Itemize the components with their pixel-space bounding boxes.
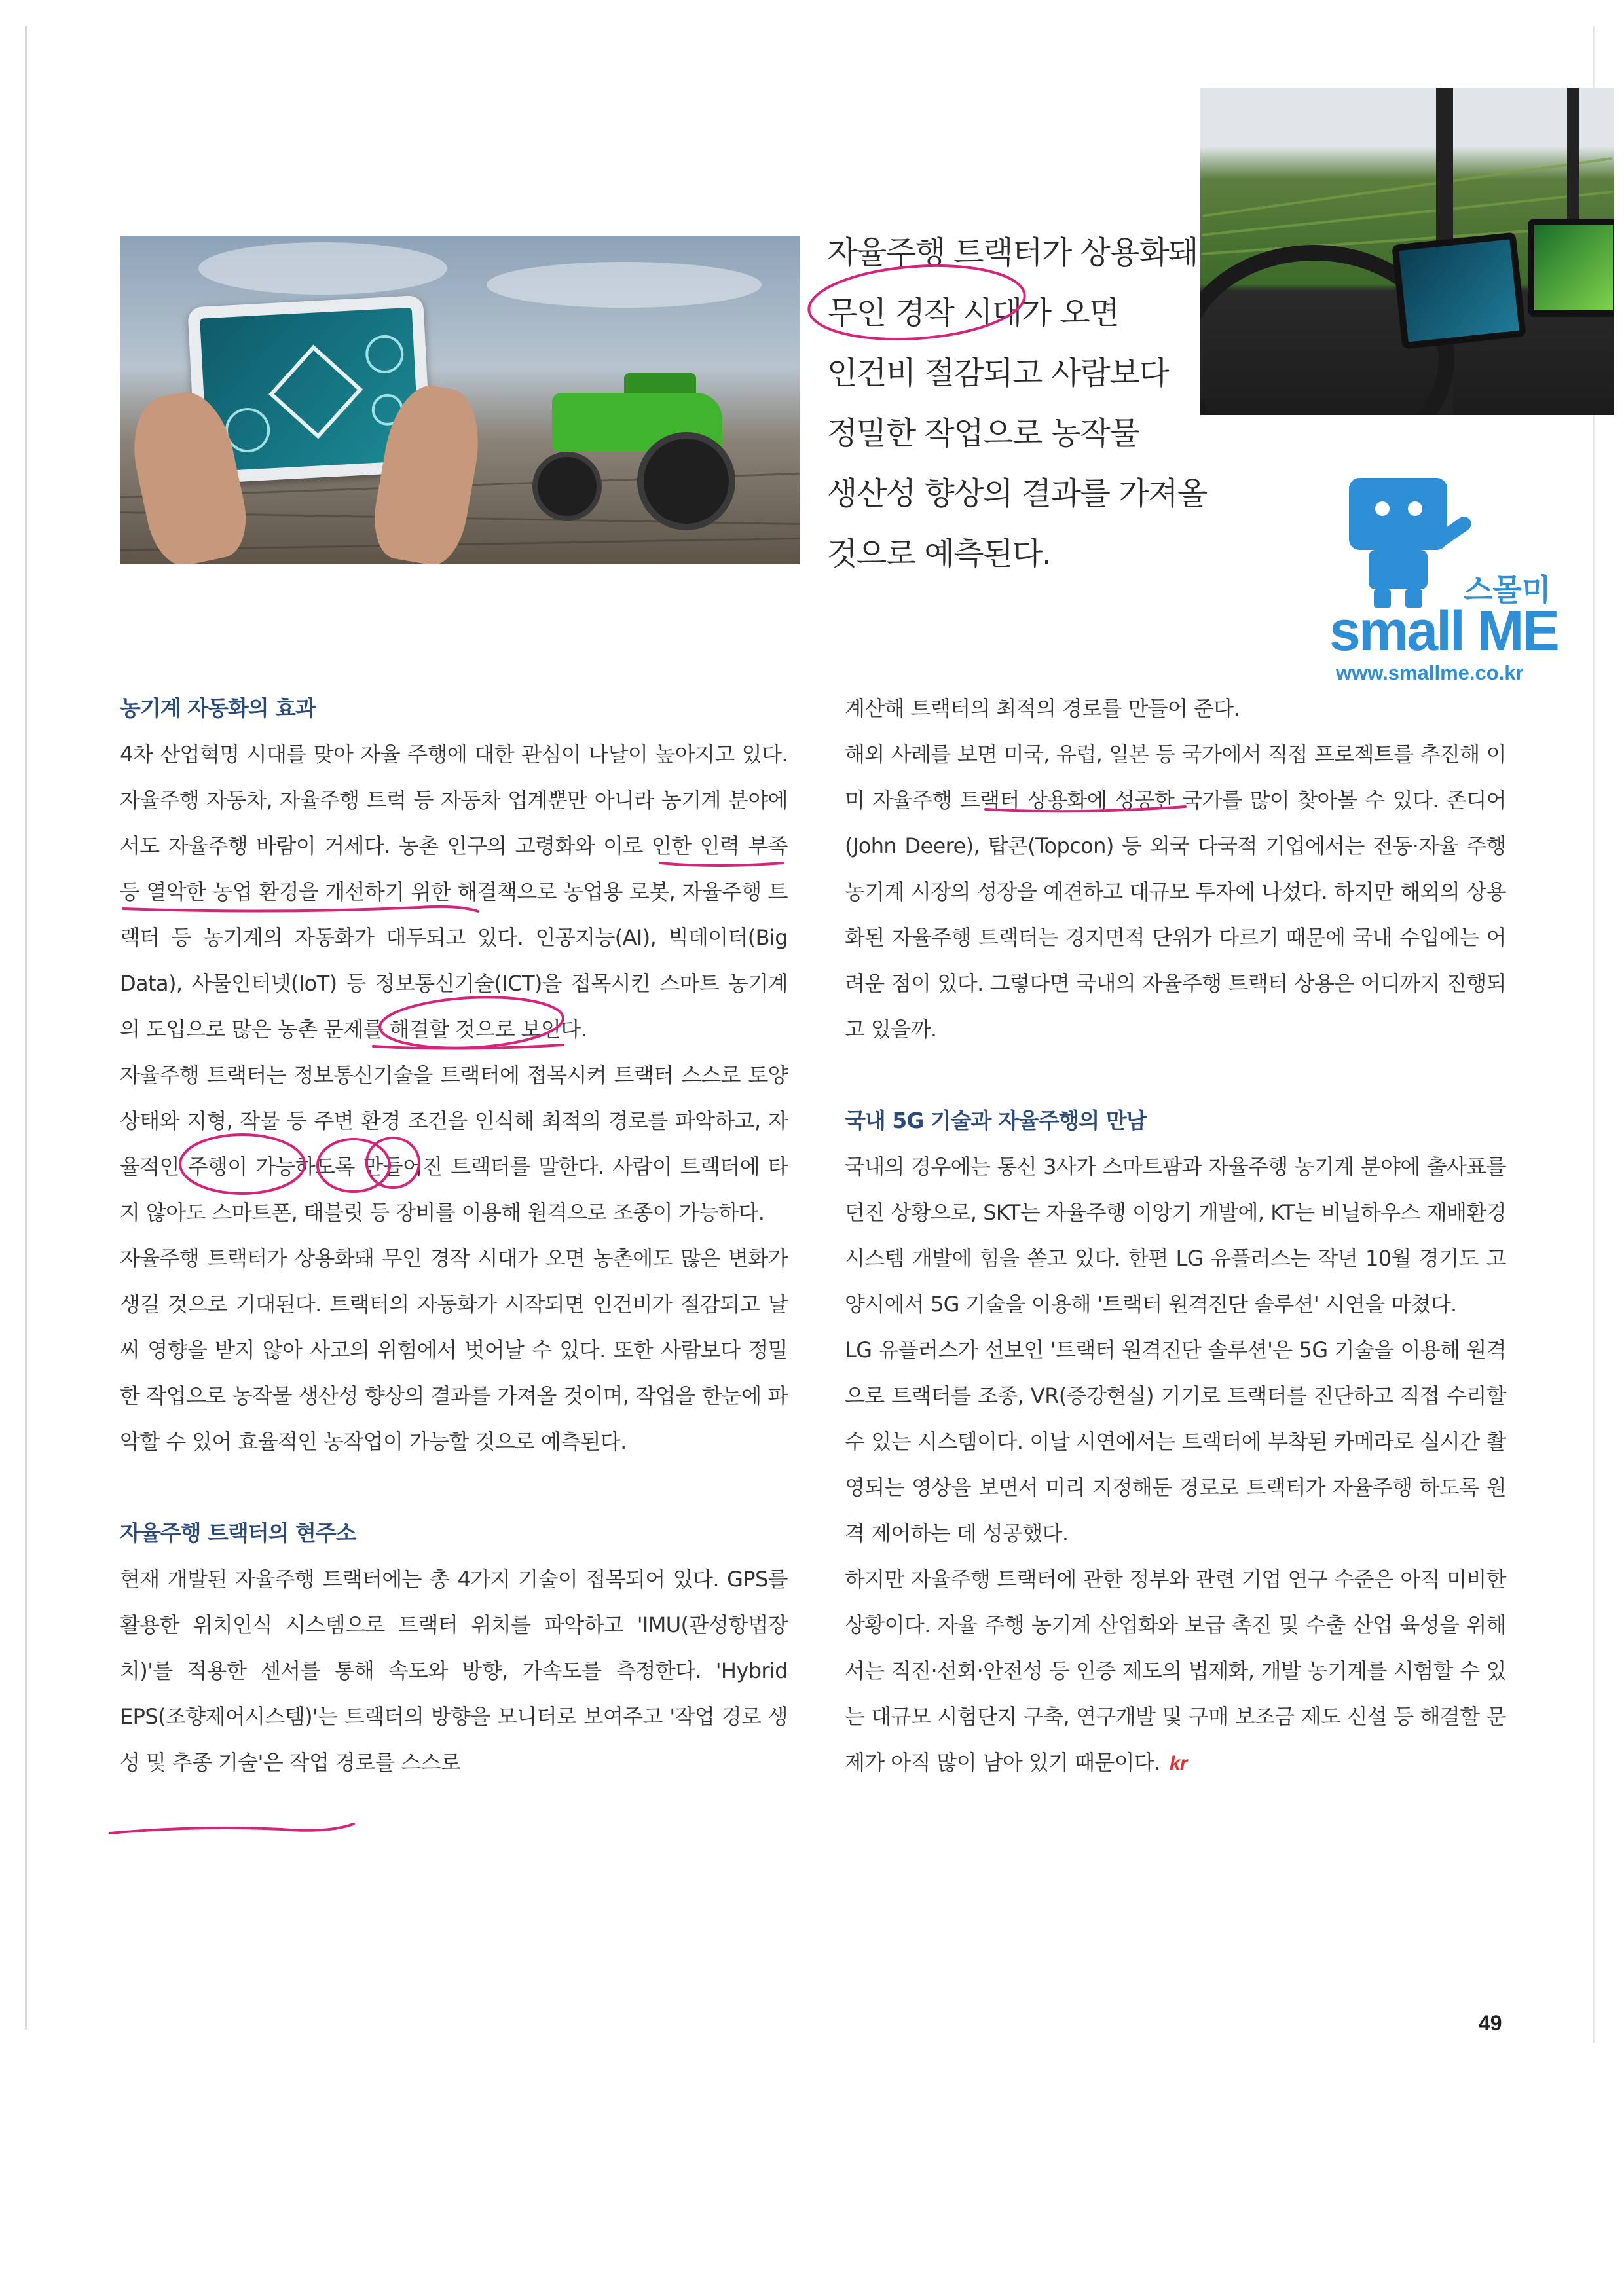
scan-edge-left [25, 26, 27, 2030]
tablet-tractor-photo [120, 236, 800, 564]
navigation-monitor [1392, 232, 1526, 350]
body-paragraph: LG 유플러스가 선보인 '트랙터 원격진단 솔루션'은 5G 기술을 이용해 원격으로 트랙터를 조종, VR(증강현실) 기기로 트랙터를 진단하고 직접 수리할 수 있는 시스템이다. 이날 시연에서는 트랙터에 부착된 카메라로 실시간 촬영되는 영상을 보면서 미리 지정해둔 경로로 트랙터가 자율주행 하도록 원격 제어하는 데 성공했다. [845, 1338, 1506, 1546]
pull-quote-line: 생산성 향상의 결과를 가져올 [827, 475, 1207, 512]
body-paragraph-text: 하지만 자율주행 트랙터에 관한 정부와 관련 기업 연구 수준은 아직 미비한 상황이다. 자율 주행 농기계 산업화와 보급 촉진 및 수출 산업 육성을 위해서는 직진·선회·안전성 등 인증 제도의 법제화, 개발 농기계를 시험할 수 있는 대규모 시험단지 구축, 연구개발 및 구매 보조금 제도 신설 등 해결할 문제가 아직 많이 남아 있기 때문이다. [845, 1567, 1506, 1775]
logo-wordmark: small ME [1329, 600, 1558, 663]
body-paragraph: 해외 사례를 보면 미국, 유럽, 일본 등 국가에서 직접 프로젝트를 추진해 이미 자율주행 트랙터 상용화에 성공한 국가를 많이 찾아볼 수 있다. 존디어(John Deere), 탑콘(Topcon) 등 외국 다국적 기업에서는 전동·자율 주행 농기계 시장의 성장을 예견하고 대규모 투자에 나섰다. 하지만 해외의 상용화된 자율주행 트랙터는 경지면적 단위가 다르기 때문에 국내 수입에는 어려운 점이 있다. 그렇다면 국내의 자율주행 트랙터 상용은 어디까지 진행되고 있을까. [845, 742, 1506, 1042]
body-paragraph: 자율주행 트랙터가 상용화돼 무인 경작 시대가 오면 농촌에도 많은 변화가 생길 것으로 기대된다. 트랙터의 자동화가 시작되면 인건비가 절감되고 날씨 영향을 받지 않아 사고의 위험에서 벗어날 수 있다. 또한 사람보다 정밀한 작업으로 농작물 생산성 향상의 결과를 가져올 것이며, 작업을 한눈에 파악할 수 있어 효율적인 농작업이 가능할 것으로 예측된다. [120, 1246, 788, 1454]
pull-quote-line: 인건비 절감되고 사람보다 [827, 355, 1169, 392]
body-paragraph: 계산해 트랙터의 최적의 경로를 만들어 준다. [845, 696, 1240, 721]
page-number: 49 [1479, 2011, 1502, 2035]
article-column-right [845, 685, 1506, 1787]
green-tractor [526, 373, 748, 530]
body-paragraph: 4차 산업혁명 시대를 맞아 자율 주행에 대한 관심이 나날이 높아지고 있다. 자율주행 자동차, 자율주행 트럭 등 자동차 업계뿐만 아니라 농기계 분야에서도 자율주행 바람이 거세다. 농촌 인구의 고령화와 이로 인한 인력 부족 등 열악한 농업 환경을 개선하기 위한 해결책으로 농업용 로봇, 자율주행 트랙터 등 농기계의 자동화가 대두되고 있다. 인공지능(AI), 빅데이터(Big Data), 사물인터넷(IoT) 등 정보통신기술(ICT)을 접목시킨 스마트 농기계의 도입으로 많은 농촌 문제를 해결할 것으로 보인다. [120, 742, 788, 1042]
tractor-cockpit-photo [1200, 88, 1614, 415]
logo-korean: 스몰미 [1464, 572, 1551, 608]
pull-quote-line: 것으로 예측된다. [827, 536, 1051, 572]
body-paragraph [845, 1556, 1506, 1787]
kr-end-mark-text: kr [1169, 1753, 1187, 1774]
control-monitor [1528, 219, 1614, 317]
kr-end-mark-icon [1170, 1741, 1187, 1787]
section-heading: 국내 5G 기술과 자율주행의 만남 [845, 1108, 1147, 1133]
pull-quote-line: 무인 경작 시대가 오면 [827, 295, 1119, 331]
pull-quote [827, 223, 1207, 584]
article-column-left [120, 685, 788, 1785]
logo-url: www.smallme.co.kr [1336, 661, 1524, 684]
body-paragraph: 국내의 경우에는 통신 3사가 스마트팜과 자율주행 농기계 분야에 출사표를 던진 상황으로, SKT는 자율주행 이앙기 개발에, KT는 비닐하우스 재배환경 시스템 개발에 힘을 쏟고 있다. 한편 LG 유플러스는 작년 10월 경기도 고양시에서 5G 기술을 이용해 '트랙터 원격진단 솔루션' 시연을 마쳤다. [845, 1154, 1506, 1317]
body-paragraph: 자율주행 트랙터는 정보통신기술을 트랙터에 접목시켜 트랙터 스스로 토양 상태와 지형, 작물 등 주변 환경 조건을 인식해 최적의 경로를 파악하고, 자율적인 주행이 가능하도록 만들어진 트랙터를 말한다. 사람이 트랙터에 타지 않아도 스마트폰, 태블릿 등 장비를 이용해 원격으로 조종이 가능하다. [120, 1063, 788, 1225]
ink-underline-imu [110, 1824, 354, 1833]
body-paragraph: 현재 개발된 자율주행 트랙터에는 총 4가지 기술이 접목되어 있다. GPS를 활용한 위치인식 시스템으로 트랙터 위치를 파악하고 'IMU(관성항법장치)'를 적용한 센서를 통해 속도와 방향, 가속도를 측정한다. 'Hybrid EPS(조향제어시스템)'는 트랙터의 방향을 모니터로 보여주고 '작업 경로 생성 및 추종 기술'은 작업 경로를 스스로 [120, 1567, 788, 1775]
pull-quote-line: 자율주행 트랙터가 상용화돼 [827, 234, 1198, 271]
section-heading: 농기계 자동화의 효과 [120, 695, 316, 721]
smallme-mascot-icon [1336, 478, 1460, 609]
pull-quote-line: 정밀한 작업으로 농작물 [827, 415, 1139, 452]
section-heading: 자율주행 트랙터의 현주소 [120, 1520, 356, 1546]
